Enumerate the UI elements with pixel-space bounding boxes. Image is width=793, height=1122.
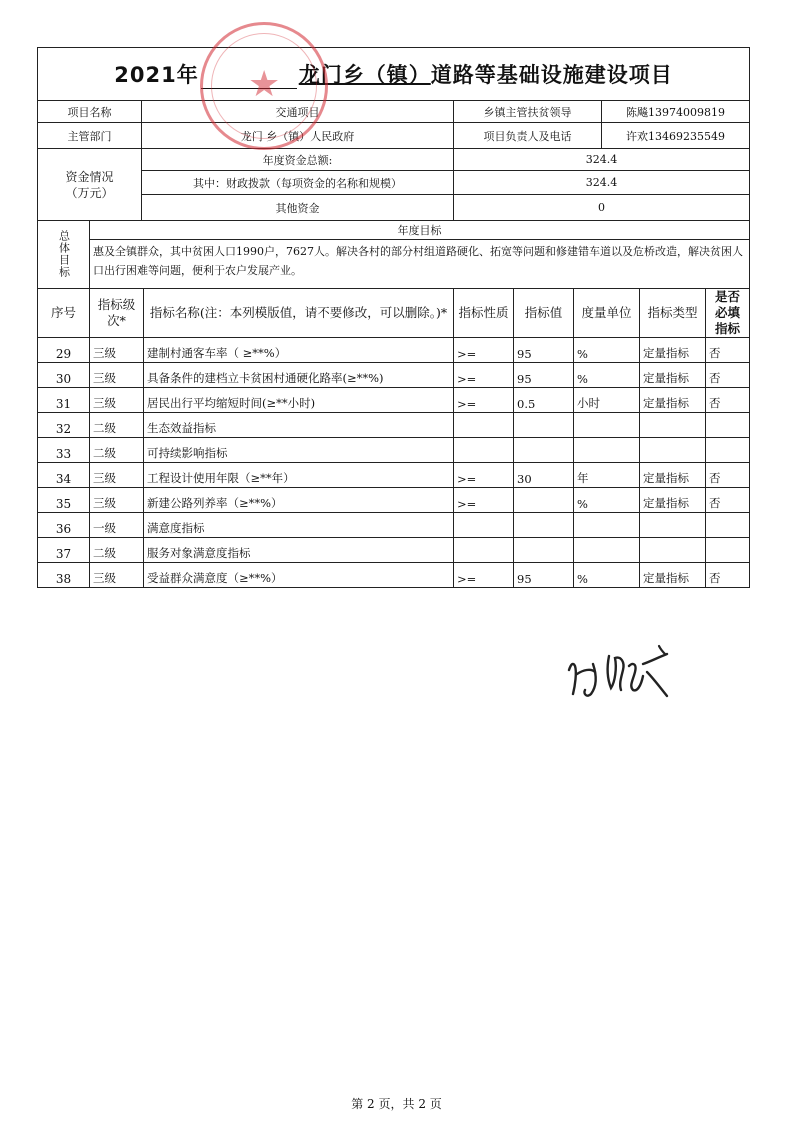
fiscal-label: 其中：财政拨款（每项资金的名称和规模） <box>142 171 454 195</box>
dept-value: 龙门 乡（镇）人民政府 <box>142 123 454 149</box>
cell-name: 居民出行平均缩短时间(≥**小时) <box>144 387 454 412</box>
cell-seq: 35 <box>38 487 90 512</box>
header-unit: 度量单位 <box>574 289 640 338</box>
other-funds-label: 其他资金 <box>142 195 454 221</box>
cell-type: 定量指标 <box>640 562 706 587</box>
header-seq: 序号 <box>38 289 90 338</box>
page-title <box>38 48 750 105</box>
title-blank-underline <box>201 66 297 89</box>
seal-star-icon: ★ <box>248 64 281 105</box>
cell-value: 95 <box>514 562 574 587</box>
cell-seq: 37 <box>38 537 90 562</box>
cell-required: 否 <box>706 337 750 362</box>
cell-type <box>640 537 706 562</box>
cell-name: 可持续影响指标 <box>144 437 454 462</box>
cell-required: 否 <box>706 562 750 587</box>
table-row <box>38 487 750 512</box>
cell-nature: >= <box>454 562 514 587</box>
cell-required <box>706 512 750 537</box>
annual-total-value: 324.4 <box>454 149 750 171</box>
cell-level: 二级 <box>90 412 144 437</box>
table-row <box>38 462 750 487</box>
goal-side-cell <box>38 221 90 288</box>
cell-name: 生态效益指标 <box>144 412 454 437</box>
handwritten-signature <box>563 642 678 702</box>
table-row <box>38 387 750 412</box>
cell-type: 定量指标 <box>640 337 706 362</box>
cell-value <box>514 487 574 512</box>
title-year: 2021年 <box>114 63 199 87</box>
annual-total-label: 年度资金总额: <box>142 149 454 171</box>
goal-header: 年度目标 <box>90 221 750 239</box>
cell-nature <box>454 412 514 437</box>
project-info-table <box>37 47 750 221</box>
cell-name: 工程设计使用年限（≥**年） <box>144 462 454 487</box>
cell-unit: % <box>574 487 640 512</box>
cell-unit: % <box>574 337 640 362</box>
cell-nature: >= <box>454 487 514 512</box>
cell-nature: >= <box>454 362 514 387</box>
cell-level: 一级 <box>90 512 144 537</box>
cell-level: 三级 <box>90 487 144 512</box>
table-row <box>38 362 750 387</box>
cell-type: 定量指标 <box>640 387 706 412</box>
table-row <box>38 337 750 362</box>
cell-level: 三级 <box>90 562 144 587</box>
cell-required <box>706 537 750 562</box>
cell-name: 新建公路列养率（≥**%） <box>144 487 454 512</box>
other-funds-value: 0 <box>454 195 750 221</box>
table-row <box>38 412 750 437</box>
owner-value: 许欢13469235549 <box>602 123 750 149</box>
cell-nature: >= <box>454 462 514 487</box>
cell-seq: 33 <box>38 437 90 462</box>
cell-unit: 年 <box>574 462 640 487</box>
cell-value: 30 <box>514 462 574 487</box>
table-row <box>38 537 750 562</box>
cell-nature <box>454 512 514 537</box>
goal-text: 惠及全镇群众，其中贫困人口1990户，7627人。解决各村的部分村组道路硬化、拓宽等问题和修建错车道以及危桥改造，解决贫困人口出行困难等问题，便利于农户发展产业。 <box>90 239 750 288</box>
table-row <box>38 562 750 587</box>
cell-name: 受益群众满意度（≥**%） <box>144 562 454 587</box>
cell-type: 定量指标 <box>640 362 706 387</box>
cell-seq: 30 <box>38 362 90 387</box>
indicator-table <box>37 289 750 588</box>
fiscal-value: 324.4 <box>454 171 750 195</box>
cell-required: 否 <box>706 462 750 487</box>
cell-name: 建制村通客车率（ ≥**%） <box>144 337 454 362</box>
cell-value: 95 <box>514 337 574 362</box>
cell-required <box>706 437 750 462</box>
cell-value: 95 <box>514 362 574 387</box>
cell-seq: 34 <box>38 462 90 487</box>
cell-nature: >= <box>454 337 514 362</box>
cell-required: 否 <box>706 387 750 412</box>
project-name-value: 交通项目 <box>142 101 454 123</box>
cell-required <box>706 412 750 437</box>
cell-name: 具备条件的建档立卡贫困村通硬化路率(≥**%) <box>144 362 454 387</box>
cell-required: 否 <box>706 362 750 387</box>
dept-label: 主管部门 <box>38 123 142 149</box>
cell-unit: % <box>574 362 640 387</box>
cell-level: 三级 <box>90 337 144 362</box>
goal-side-label: 总体目标 <box>57 230 71 279</box>
header-required: 是否必填指标 <box>706 289 750 338</box>
cell-level: 三级 <box>90 362 144 387</box>
cell-unit: 小时 <box>574 387 640 412</box>
table-row <box>38 437 750 462</box>
goal-table <box>37 221 750 289</box>
cell-seq: 32 <box>38 412 90 437</box>
cell-value <box>514 512 574 537</box>
cell-unit <box>574 412 640 437</box>
cell-level: 三级 <box>90 387 144 412</box>
cell-level: 二级 <box>90 437 144 462</box>
cell-value <box>514 437 574 462</box>
leader-value: 陈飚13974009819 <box>602 101 750 123</box>
title-place: 龙门乡（镇） <box>298 63 431 87</box>
cell-nature: >= <box>454 387 514 412</box>
cell-unit <box>574 537 640 562</box>
table-row <box>38 512 750 537</box>
cell-type <box>640 412 706 437</box>
cell-unit: % <box>574 562 640 587</box>
cell-level: 二级 <box>90 537 144 562</box>
cell-value <box>514 537 574 562</box>
cell-seq: 29 <box>38 337 90 362</box>
header-value: 指标值 <box>514 289 574 338</box>
header-level: 指标级次* <box>90 289 144 338</box>
cell-name: 满意度指标 <box>144 512 454 537</box>
cell-seq: 38 <box>38 562 90 587</box>
cell-nature <box>454 437 514 462</box>
page-footer: 第 2 页，共 2 页 <box>351 1097 442 1111</box>
indicator-rows <box>38 337 750 587</box>
owner-label: 项目负责人及电话 <box>454 123 602 149</box>
title-suffix: 道路等基础设施建设项目 <box>430 63 673 87</box>
form-sheet <box>37 47 749 588</box>
cell-value: 0.5 <box>514 387 574 412</box>
leader-label: 乡镇主管扶贫领导 <box>454 101 602 123</box>
cell-nature <box>454 537 514 562</box>
header-type: 指标类型 <box>640 289 706 338</box>
cell-seq: 31 <box>38 387 90 412</box>
cell-name: 服务对象满意度指标 <box>144 537 454 562</box>
cell-required: 否 <box>706 487 750 512</box>
cell-seq: 36 <box>38 512 90 537</box>
cell-type <box>640 437 706 462</box>
header-nature: 指标性质 <box>454 289 514 338</box>
cell-type <box>640 512 706 537</box>
cell-unit <box>574 437 640 462</box>
cell-unit <box>574 512 640 537</box>
project-name-label: 项目名称 <box>38 101 142 123</box>
header-name: 指标名称(注：本列模版值，请不要修改，可以删除。)* <box>144 289 454 338</box>
funds-label: 资金情况 （万元） <box>38 149 142 221</box>
cell-type: 定量指标 <box>640 462 706 487</box>
cell-type: 定量指标 <box>640 487 706 512</box>
cell-level: 三级 <box>90 462 144 487</box>
cell-value <box>514 412 574 437</box>
